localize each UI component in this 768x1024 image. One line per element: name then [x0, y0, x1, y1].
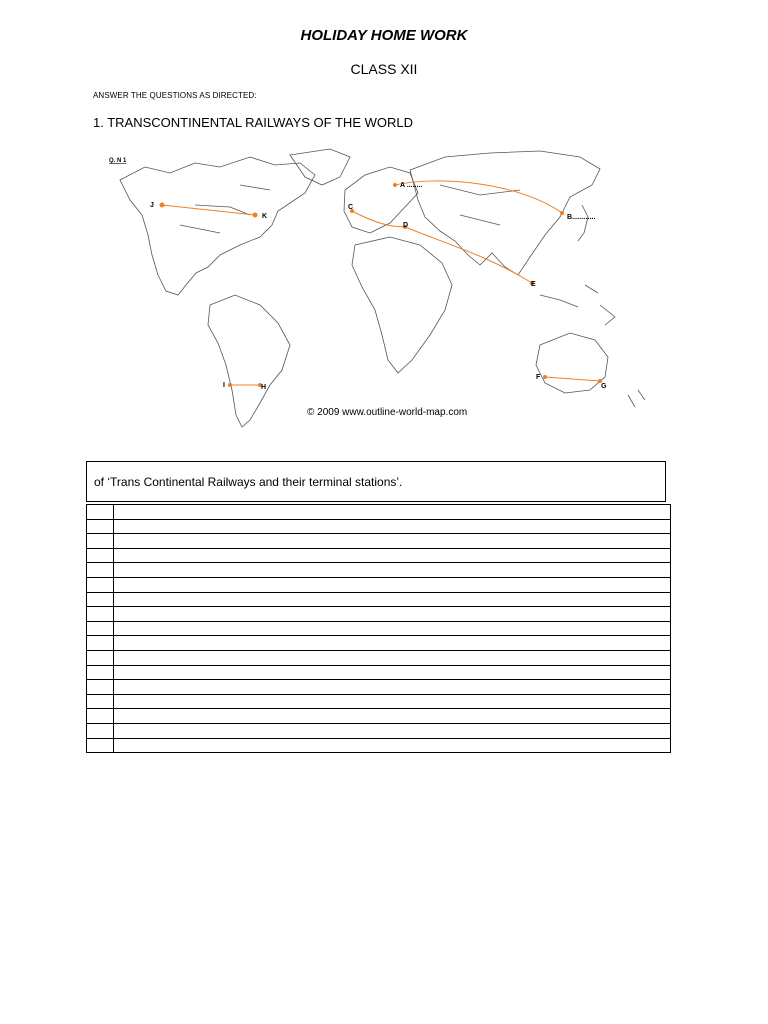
- table-row: [87, 563, 671, 578]
- question-text: of ‘Trans Continental Railways and their terminal stations’.: [94, 475, 403, 489]
- section-heading: 1. TRANSCONTINENTAL RAILWAYS OF THE WORLD: [93, 115, 413, 130]
- station-j-label: J: [150, 202, 154, 209]
- station-e-label: E: [531, 281, 536, 288]
- station-h-label: H: [261, 384, 267, 391]
- answer-number-cell[interactable]: [87, 636, 114, 651]
- table-row: [87, 650, 671, 665]
- answer-text-cell[interactable]: [114, 621, 671, 636]
- table-row: [87, 738, 671, 753]
- station-b-label: B............: [567, 214, 596, 221]
- answer-number-cell[interactable]: [87, 680, 114, 695]
- world-map: [100, 145, 690, 435]
- station-a-label: A ........: [400, 182, 423, 189]
- answer-text-cell[interactable]: [114, 738, 671, 753]
- answer-text-cell[interactable]: [114, 650, 671, 665]
- asia-outline: [410, 151, 600, 275]
- answer-number-cell[interactable]: [87, 621, 114, 636]
- station-i-label: I: [223, 382, 225, 389]
- table-row: [87, 548, 671, 563]
- north-america-outline: [120, 157, 315, 295]
- world-map-outline: [100, 145, 690, 435]
- answer-text-cell[interactable]: [114, 519, 671, 534]
- answer-number-cell[interactable]: [87, 607, 114, 622]
- answer-number-cell[interactable]: [87, 563, 114, 578]
- table-row: [87, 665, 671, 680]
- table-row: [87, 694, 671, 709]
- answer-text-cell[interactable]: [114, 607, 671, 622]
- answer-number-cell[interactable]: [87, 592, 114, 607]
- table-row: [87, 636, 671, 651]
- africa-outline: [352, 237, 452, 373]
- answer-text-cell[interactable]: [114, 636, 671, 651]
- station-k-marker: [253, 213, 258, 218]
- station-b-marker: [560, 211, 564, 215]
- southeast-asia-islands: [540, 285, 615, 325]
- table-row: [87, 723, 671, 738]
- station-f-marker: [543, 375, 547, 379]
- station-i-marker: [228, 383, 232, 387]
- instruction-text: ANSWER THE QUESTIONS AS DIRECTED:: [93, 91, 257, 100]
- answer-number-cell[interactable]: [87, 723, 114, 738]
- route-orient-express: [352, 211, 405, 227]
- new-zealand-outline: [628, 390, 645, 407]
- station-a-marker: [393, 183, 397, 187]
- answer-number-cell[interactable]: [87, 650, 114, 665]
- station-c-label: C: [348, 204, 354, 211]
- answer-number-cell[interactable]: [87, 665, 114, 680]
- australia-outline: [536, 333, 608, 393]
- station-j-marker: [160, 203, 165, 208]
- south-america-outline: [208, 295, 290, 427]
- answer-number-cell[interactable]: [87, 577, 114, 592]
- answer-text-cell[interactable]: [114, 548, 671, 563]
- station-d-label: D: [403, 222, 409, 229]
- answer-text-cell[interactable]: [114, 694, 671, 709]
- table-row: [87, 680, 671, 695]
- answer-text-cell[interactable]: [114, 709, 671, 724]
- class-label: CLASS XII: [350, 61, 418, 77]
- answer-number-cell[interactable]: [87, 694, 114, 709]
- table-row: [87, 709, 671, 724]
- table-row: [87, 577, 671, 592]
- route-australian: [545, 377, 600, 381]
- map-credit: © 2009 www.outline-world-map.com: [307, 407, 468, 418]
- answer-number-cell[interactable]: [87, 548, 114, 563]
- station-k-label: K: [262, 213, 268, 220]
- answer-text-cell[interactable]: [114, 563, 671, 578]
- greenland-outline: [290, 149, 350, 185]
- japan-outline: [578, 205, 588, 241]
- table-row: [87, 621, 671, 636]
- question-number-label: Q. N 1: [109, 158, 127, 164]
- table-row: [87, 534, 671, 549]
- table-row: [87, 607, 671, 622]
- question-box: [86, 461, 666, 502]
- answer-number-cell[interactable]: [87, 505, 114, 520]
- answer-number-cell[interactable]: [87, 519, 114, 534]
- station-g-label: G: [601, 383, 607, 390]
- answer-text-cell[interactable]: [114, 577, 671, 592]
- table-row: [87, 519, 671, 534]
- answer-number-cell[interactable]: [87, 738, 114, 753]
- answer-text-cell[interactable]: [114, 592, 671, 607]
- table-row: [87, 505, 671, 520]
- answer-text-cell[interactable]: [114, 680, 671, 695]
- answer-text-cell[interactable]: [114, 723, 671, 738]
- page-title: HOLIDAY HOME WORK: [300, 27, 468, 44]
- answer-text-cell[interactable]: [114, 665, 671, 680]
- answer-number-cell[interactable]: [87, 534, 114, 549]
- route-canadian-pacific: [162, 205, 255, 215]
- table-row: [87, 592, 671, 607]
- answer-table: [86, 504, 671, 753]
- station-f-label: F: [536, 374, 541, 381]
- answer-number-cell[interactable]: [87, 709, 114, 724]
- answer-text-cell[interactable]: [114, 505, 671, 520]
- answer-text-cell[interactable]: [114, 534, 671, 549]
